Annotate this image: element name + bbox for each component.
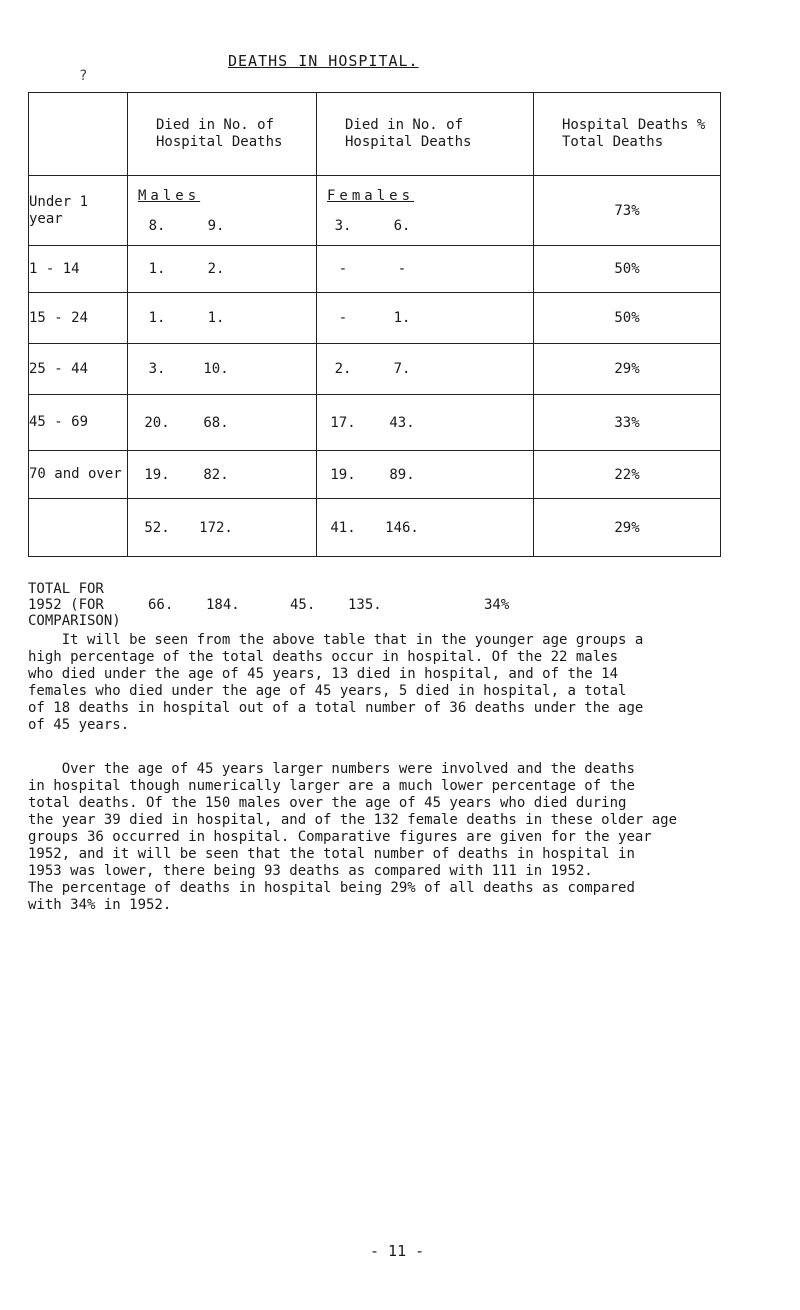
age-group-cell [29,176,128,246]
females-values-cell [317,344,534,395]
males-hospital-deaths: 19. [144,466,170,483]
percent-cell [534,451,721,499]
paragraph-line: of 18 deaths in hospital out of a total number of 36 deaths under the age [28,700,644,716]
males-value-pair [128,218,316,234]
percent-cell [534,395,721,451]
age-group-cell [29,499,128,557]
table-row [29,451,721,499]
totals-males-hospital: 66. [148,597,174,613]
females-value-pair [317,218,533,234]
header-blank [29,93,128,176]
totals-males-total: 184. [206,597,240,613]
females-total-deaths: 6. [393,217,411,234]
males-hospital-deaths: 20. [144,414,170,431]
females-hospital-deaths: - [338,310,348,326]
males-values-cell [128,344,317,395]
age-group-label: 45 - 69 [29,414,89,430]
percent-cell [534,499,721,557]
males-hospital-deaths: 1. [148,261,166,277]
age-group-label: 15 - 24 [29,309,89,326]
header-males [128,93,317,176]
age-group-cell [29,451,128,499]
males-hospital-deaths: 52. [144,519,170,536]
paragraph-line: in hospital though numerically larger are a much lower percentage of the [28,778,635,794]
page-title: DEATHS IN HOSPITAL. [228,52,419,70]
table-row [29,246,721,293]
males-total-deaths: 1. [207,310,225,326]
females-total-deaths: - [397,261,407,277]
table-row [29,395,721,451]
totals-females-hospital: 45. [290,597,316,613]
females-hospital-deaths: 17. [330,414,356,431]
hospital-percent: 33% [614,414,640,431]
females-total-deaths: 43. [389,414,415,431]
females-heading: Females [327,187,415,204]
females-values-cell [317,246,534,293]
females-value-pair [317,361,533,377]
table-row [29,293,721,344]
females-value-pair [317,467,533,483]
corner-mark: ? [79,68,88,84]
females-value-pair [317,261,533,277]
females-total-deaths: 7. [393,361,411,377]
percent-cell [534,246,721,293]
females-hospital-deaths: 19. [330,466,356,483]
hospital-percent: 50% [614,310,640,326]
totals-label-line2: 1952 (FOR [28,597,104,613]
age-group-label: 70 and over [29,466,122,482]
males-total-deaths: 172. [199,519,233,536]
females-values-cell [317,395,534,451]
males-value-pair [128,261,316,277]
percent-cell [534,176,721,246]
females-value-pair [317,520,533,536]
totals-females-total: 135. [348,597,382,613]
hospital-percent: 29% [614,361,640,377]
paragraph-line: 1953 was lower, there being 93 deaths as compared with 111 in 1952. [28,863,593,879]
header-percent-text: Hospital Deaths % Total Deaths [562,117,706,150]
page-number: - 11 - [370,1242,425,1260]
paragraph-line: with 34% in 1952. [28,897,172,913]
females-total-deaths: 1. [393,310,411,326]
table-row [29,344,721,395]
age-group-label: 1 - 14 [29,260,80,277]
header-percent [534,93,721,176]
males-hospital-deaths: 3. [148,361,166,377]
paragraph-line: of 45 years. [28,717,130,733]
females-total-deaths: 89. [389,466,415,483]
totals-1952-label [28,581,121,629]
females-hospital-deaths: 41. [330,519,356,536]
females-values-cell [317,293,534,344]
males-values-cell [128,395,317,451]
females-value-pair [317,310,533,326]
paragraph-line: groups 36 occurred in hospital. Comparative figures are given for the year [28,829,652,845]
percent-cell [534,293,721,344]
males-hospital-deaths: 1. [148,310,166,326]
age-group-cell [29,344,128,395]
males-values-cell [128,246,317,293]
males-total-deaths: 68. [203,414,229,431]
males-values-cell [128,176,317,246]
body-paragraph [28,632,774,734]
females-hospital-deaths: - [338,261,348,277]
age-group-cell [29,395,128,451]
males-total-deaths: 2. [207,261,225,277]
hospital-percent: 29% [614,519,640,536]
males-values-cell [128,499,317,557]
females-values-cell [317,499,534,557]
totals-percent: 34% [484,597,510,613]
age-group-cell [29,246,128,293]
males-total-deaths: 10. [203,361,229,377]
males-heading: Males [138,187,201,204]
males-values-cell [128,293,317,344]
paragraph-line: females who died under the age of 45 years, 5 died in hospital, a total [28,683,627,699]
header-males-text: Died in No. of Hospital Deaths [156,117,283,150]
females-values-cell [317,176,534,246]
age-group-label: Under 1 year [29,193,89,227]
females-hospital-deaths: 2. [334,361,352,377]
paragraph-line: high percentage of the total deaths occur in hospital. Of the 22 males [28,649,619,665]
males-value-pair [128,467,316,483]
paragraph-line: The percentage of deaths in hospital being 29% of all deaths as compared [28,880,635,896]
females-hospital-deaths: 3. [334,217,352,234]
paragraph-line: the year 39 died in hospital, and of the 132 female deaths in these older age [28,812,678,828]
deaths-table [28,92,721,557]
hospital-percent: 73% [614,202,640,219]
males-value-pair [128,520,316,536]
paragraph-line: who died under the age of 45 years, 13 died in hospital, and of the 14 [28,666,619,682]
header-females-text: Died in No. of Hospital Deaths [345,117,472,150]
males-total-deaths: 9. [207,217,225,234]
paragraph-line: Over the age of 45 years larger numbers were involved and the deaths [28,761,635,777]
males-total-deaths: 82. [203,466,229,483]
males-value-pair [128,415,316,431]
totals-label-line3: COMPARISON) [28,613,121,629]
females-values-cell [317,451,534,499]
males-values-cell [128,451,317,499]
males-value-pair [128,310,316,326]
percent-cell [534,344,721,395]
table-row [29,176,721,246]
header-females [317,93,534,176]
totals-label-line1: TOTAL FOR [28,581,104,597]
paragraph-line: 1952, and it will be seen that the total number of deaths in hospital in [28,846,635,862]
males-hospital-deaths: 8. [148,217,166,234]
age-group-cell [29,293,128,344]
males-value-pair [128,361,316,377]
body-paragraph [28,761,774,914]
paragraph-line: total deaths. Of the 150 males over the age of 45 years who died during [28,795,627,811]
paragraph-line: It will be seen from the above table that in the younger age groups a [28,632,644,648]
females-total-deaths: 146. [385,519,419,536]
hospital-percent: 22% [614,466,640,483]
age-group-label: 25 - 44 [29,360,89,377]
table-row [29,499,721,557]
table-header-row [29,93,721,176]
females-value-pair [317,415,533,431]
hospital-percent: 50% [614,261,640,277]
